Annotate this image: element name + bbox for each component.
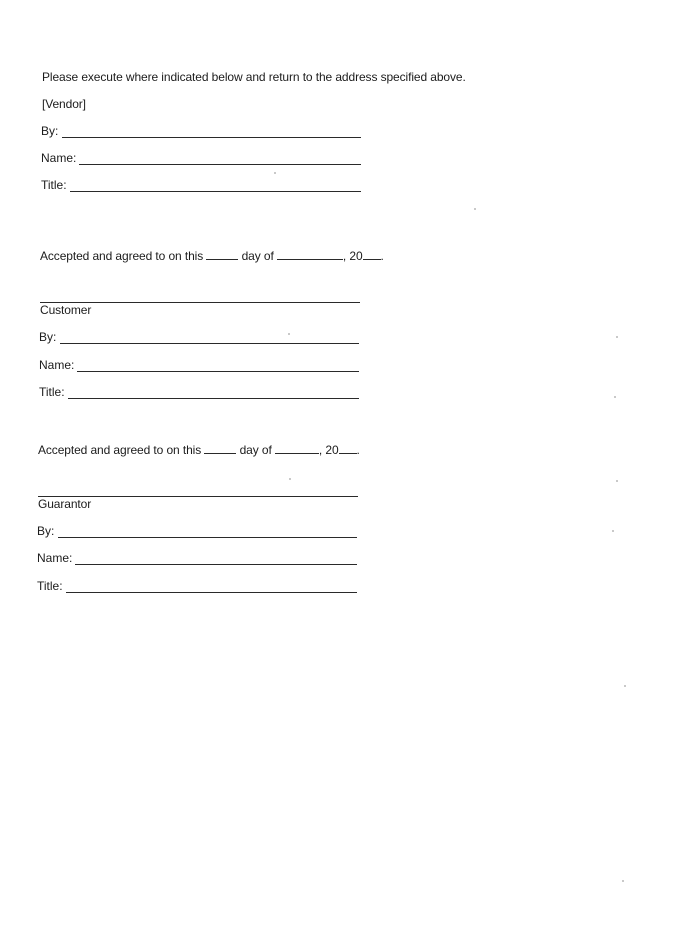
customer-title-field[interactable]: [39, 385, 359, 399]
acceptance-1-month-blank[interactable]: [277, 248, 343, 260]
acceptance-2-year-blank[interactable]: [339, 442, 357, 454]
customer-name-label: Name:: [39, 358, 75, 372]
acceptance-1-prefix: Accepted and agreed to on this: [40, 249, 204, 263]
scan-speck: [622, 880, 624, 882]
guarantor-title-line[interactable]: [66, 592, 357, 593]
guarantor-name-label: Name:: [37, 551, 73, 565]
guarantor-name-line[interactable]: [75, 564, 357, 565]
customer-by-label: By:: [39, 330, 57, 344]
instruction-text: Please execute where indicated below and return to the address specified above.: [42, 70, 466, 84]
acceptance-1-day-blank[interactable]: [206, 248, 238, 260]
acceptance-2-day-of: day of: [239, 443, 272, 457]
vendor-by-field[interactable]: [41, 124, 361, 138]
vendor-name-field[interactable]: [41, 151, 361, 165]
scan-speck: [274, 172, 276, 174]
vendor-title-label: Title:: [41, 178, 67, 192]
guarantor-title-label: Title:: [37, 579, 63, 593]
acceptance-2-year-prefix: , 20: [318, 443, 339, 457]
acceptance-1-year-prefix: , 20: [342, 249, 363, 263]
acceptance-line-2: [38, 442, 360, 457]
vendor-name-line[interactable]: [79, 164, 361, 165]
scan-speck: [288, 333, 290, 335]
customer-heading: Customer: [40, 303, 92, 317]
acceptance-2-day-blank[interactable]: [204, 442, 236, 454]
scan-speck: [474, 208, 476, 210]
acceptance-1-end: .: [380, 249, 384, 263]
customer-name-line[interactable]: [77, 371, 359, 372]
customer-title-label: Title:: [39, 385, 65, 399]
guarantor-by-field[interactable]: [37, 524, 357, 538]
guarantor-by-line[interactable]: [58, 537, 357, 538]
customer-title-line[interactable]: [68, 398, 359, 399]
acceptance-2-prefix: Accepted and agreed to on this: [38, 443, 202, 457]
acceptance-2-end: .: [356, 443, 360, 457]
scan-speck: [289, 478, 291, 480]
customer-by-field[interactable]: [39, 330, 359, 344]
vendor-title-line[interactable]: [70, 191, 361, 192]
scan-speck: [614, 396, 616, 398]
guarantor-title-field[interactable]: [37, 579, 357, 593]
acceptance-1-day-of: day of: [241, 249, 274, 263]
customer-by-line[interactable]: [60, 343, 359, 344]
scan-speck: [612, 530, 614, 532]
scan-speck: [616, 336, 618, 338]
vendor-title-field[interactable]: [41, 178, 361, 192]
scan-speck: [616, 480, 618, 482]
guarantor-name-field[interactable]: [37, 551, 357, 565]
vendor-by-label: By:: [41, 124, 59, 138]
acceptance-line-1: [40, 248, 384, 263]
vendor-by-line[interactable]: [62, 137, 361, 138]
vendor-name-label: Name:: [41, 151, 77, 165]
customer-name-field[interactable]: [39, 358, 359, 372]
guarantor-by-label: By:: [37, 524, 55, 538]
acceptance-2-month-blank[interactable]: [275, 442, 319, 454]
acceptance-1-year-blank[interactable]: [363, 248, 381, 260]
scan-speck: [624, 685, 626, 687]
guarantor-heading: Guarantor: [38, 497, 92, 511]
vendor-heading: [Vendor]: [42, 97, 86, 111]
